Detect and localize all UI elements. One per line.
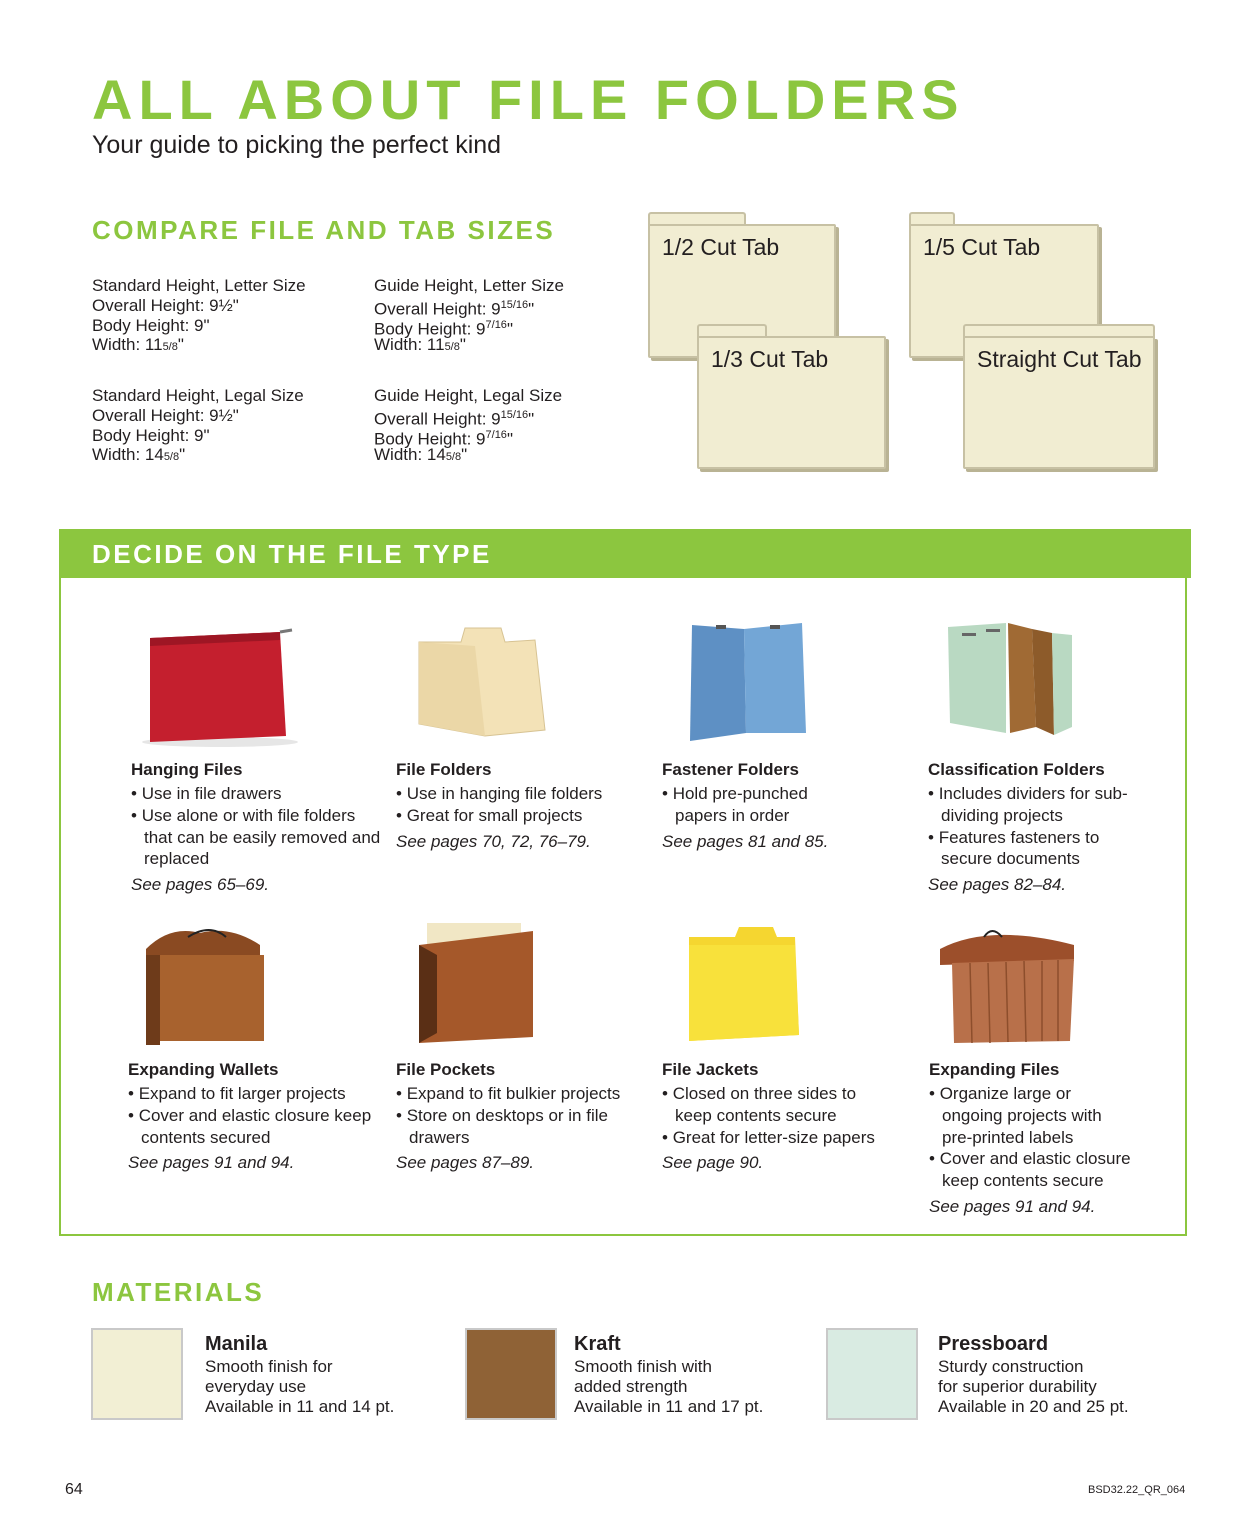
type-classification-folders: Classification Folders • Includes dividers for sub-dividing projects • Features fasteners to secure documents See pages 82–84.	[928, 757, 1128, 896]
spec-body: Body Height: $9^{7/16}$"	[374, 318, 513, 339]
spec-width: Width: 115/8"	[374, 335, 466, 355]
spec-title: Standard Height, Letter Size	[92, 276, 306, 295]
spec-body: Body Height: $9^{7/16}$"	[374, 428, 513, 449]
material-name: Kraft	[574, 1333, 621, 1355]
page-ref: See pages 65–69.	[131, 875, 270, 895]
material-kraft: Kraft Smooth finish with added strength Available in 11 and 17 pt.	[574, 1333, 764, 1416]
type-file-pockets: File Pockets • Expand to fit bulkier projects • Store on desktops or in file drawers See pages 87–89.	[396, 1057, 646, 1174]
compare-heading: COMPARE FILE AND TAB SIZES	[92, 215, 556, 245]
page-ref: See pages 91 and 94.	[128, 1153, 295, 1173]
spec-width: Width: 145/8"	[374, 445, 468, 465]
type-name: File Folders	[396, 760, 492, 779]
type-fastener-folders: Fastener Folders • Hold pre-punched papers in order See pages 81 and 85.	[662, 757, 842, 852]
page-ref: See pages 70, 72, 76–79.	[396, 831, 591, 851]
spec-body: Body Height: 9"	[92, 425, 210, 445]
type-expanding-wallets: Expanding Wallets • Expand to fit larger projects • Cover and elastic closure keep contents secured See pages 91 and 94.	[128, 1057, 378, 1174]
manila-swatch	[91, 1328, 183, 1420]
material-name: Pressboard	[938, 1333, 1049, 1355]
spec-title: Guide Height, Letter Size	[374, 276, 564, 295]
tab-label: 1/5 Cut Tab	[923, 234, 1041, 260]
type-file-jackets: File Jackets • Closed on three sides to keep contents secure • Great for letter-size papers See page 90.	[662, 1057, 897, 1174]
spec-standard-letter	[92, 276, 306, 355]
material-manila: Manila Smooth finish for everyday use Available in 11 and 14 pt.	[205, 1333, 395, 1416]
type-name: Fastener Folders	[662, 760, 799, 779]
type-name: Classification Folders	[928, 760, 1105, 779]
tab-label: Straight Cut Tab	[977, 346, 1142, 372]
materials-heading: MATERIALS	[92, 1277, 265, 1307]
spec-guide-legal	[374, 386, 562, 465]
file-pocket-image	[405, 915, 555, 1050]
tab-label: 1/3 Cut Tab	[711, 346, 829, 372]
straight-cut-tab-folder	[963, 324, 1155, 469]
material-pressboard: Pressboard Sturdy construction for superior durability Available in 20 and 25 pt.	[938, 1333, 1129, 1416]
page-ref: See pages 82–84.	[928, 875, 1067, 895]
material-name: Manila	[205, 1333, 268, 1355]
type-name: Expanding Files	[929, 1060, 1060, 1079]
page-subtitle: Your guide to picking the perfect kind	[92, 131, 502, 159]
spec-overall: Overall Height: $9^{15/16}$"	[374, 408, 535, 429]
expanding-wallet-image	[130, 915, 280, 1050]
spec-title: Guide Height, Legal Size	[374, 386, 563, 405]
classification-folder-image	[940, 615, 1090, 745]
file-type-heading: DECIDE ON THE FILE TYPE	[92, 539, 492, 569]
spec-standard-legal	[92, 386, 304, 465]
spec-overall: Overall Height: 9½"	[92, 405, 239, 425]
page-ref: See page 90.	[662, 1153, 764, 1173]
spec-width: Width: 145/8"	[92, 445, 186, 465]
type-name: Hanging Files	[131, 760, 243, 779]
spec-guide-letter	[374, 276, 564, 355]
spec-title: Standard Height, Legal Size	[92, 386, 304, 405]
spec-overall: Overall Height: $9^{15/16}$"	[374, 298, 535, 319]
pressboard-swatch	[826, 1328, 918, 1420]
page-ref: See pages 81 and 85.	[662, 831, 829, 851]
expanding-file-image	[930, 915, 1090, 1050]
hanging-files-image	[120, 610, 320, 750]
kraft-swatch	[465, 1328, 557, 1420]
third-cut-tab-folder	[697, 324, 886, 469]
tab-label: 1/2 Cut Tab	[662, 234, 780, 260]
spec-overall: Overall Height: 9½"	[92, 295, 239, 315]
file-folder-image	[405, 618, 555, 743]
catalog-code: BSD32.22_QR_064	[1088, 1484, 1186, 1496]
page-ref: See pages 87–89.	[396, 1153, 535, 1173]
type-file-folders: File Folders • Use in hanging file folders • Great for small projects See pages 70, 72, 76–79.	[396, 757, 646, 852]
file-jacket-image	[675, 915, 825, 1050]
type-name: File Jackets	[662, 1060, 759, 1079]
spec-width: Width: 115/8"	[92, 335, 184, 355]
page-title: ALL ABOUT FILE FOLDERS	[92, 68, 965, 131]
type-name: File Pockets	[396, 1060, 496, 1079]
fastener-folder-image	[680, 615, 820, 745]
type-name: Expanding Wallets	[128, 1060, 279, 1079]
type-hanging-files: Hanging Files • Use in file drawers • Use alone or with file folders that can be easily removed and replaced See pages 65–69.	[131, 757, 381, 896]
spec-body: Body Height: 9"	[92, 315, 210, 335]
type-expanding-files: Expanding Files • Organize large or ongoing projects with pre-printed labels • Cover and elastic closure keep contents secure See pages 91 and 94.	[929, 1057, 1144, 1218]
page-number: 64	[65, 1481, 83, 1498]
page-ref: See pages 91 and 94.	[929, 1196, 1096, 1216]
